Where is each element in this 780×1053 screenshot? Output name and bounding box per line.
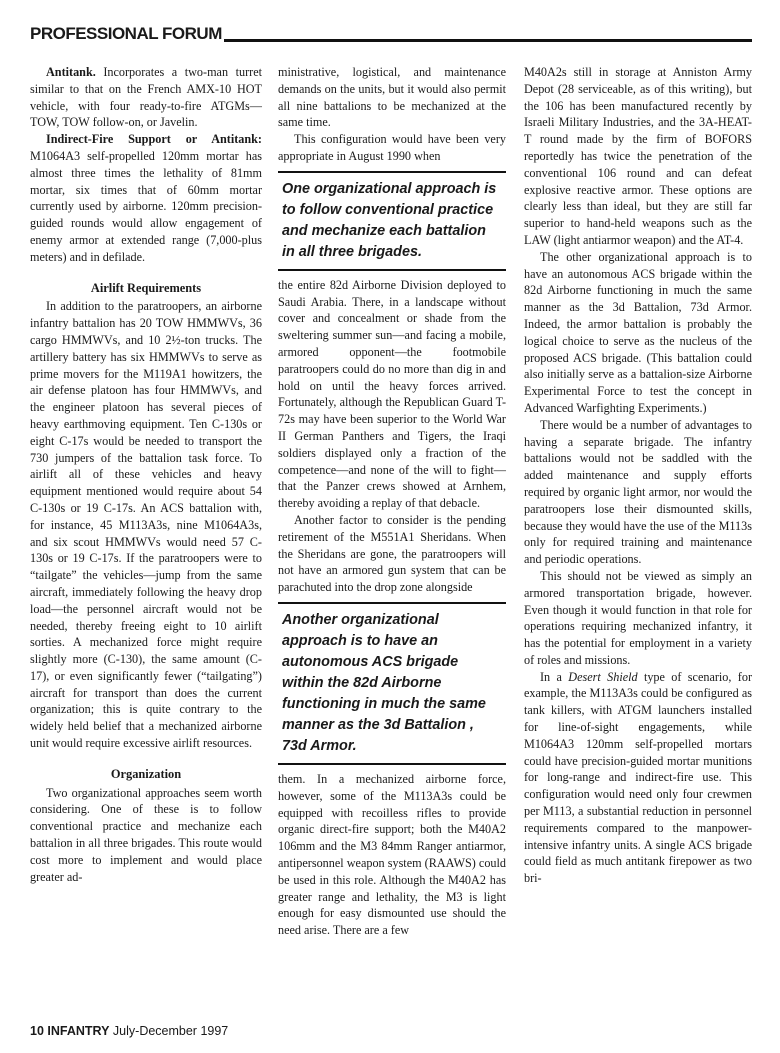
airlift-paragraph: In addition to the paratroopers, an airborne infantry battalion has 20 TOW HMMWVs, 36 cargo HMMWVs, and 10 2½-ton trucks. The artillery battery has six HMMWVs to serve as prime movers for the M119A1 howitzers, the air defense platoon has four HMMWVs, and the engineer platoon has several pieces of heavy earthmoving equipment. Ten C-130s or eight C-17s would be needed to transport the 730 jumpers of the battalion task force. To airlift all of these vehicles and heavy equipment mentioned would require about 54 C-130s or 19 C-17s. An ACS battalion with, for instance, 45 M113A3s, nine M1064A3s, and six scout HMMWVs would need 57 C-130s or 19 C-17s. If the paratroopers were to “tailgate” the vehicles—jump from the same aircraft, immediately following the heavy drop load—the personnel aircraft would not be needed, thereby freeing eight to 10 airlift sorties. A mechanized force might require slightly more (C-130), the same amount (C-17), or even significantly fewer (“tailgating”) aircraft for transport than does the current organization; this is quite contrary to the widely held belief that a mechanized airborne unit would require excessive airlift resources.: [30, 299, 262, 751]
indirect-fire-heading: Indirect-Fire Support or Antitank:: [46, 132, 262, 147]
pull-quote: One organizational approach is to follow conventional practice and mechanize each battalion in all three brigades.: [278, 171, 506, 271]
body-paragraph: M40A2s still in storage at Anniston Army Depot (28 serviceable, as of this writing), but the 106 has been manufactured recently by Israeli Military Industries, and the 3A-HEAT-T round made by the firm of BOFORS reportedly has twice the penetration of the conventional 106 round and can defeat explosive reactive armor. These options are clearly less than ideal, but they are still far superior to hand-held weapons such as the LAW (light antiarmor weapon) and the AT-4.: [524, 65, 752, 247]
operation-name: Desert Shield: [568, 669, 638, 684]
body-paragraph: The other organizational approach is to have an autonomous ACS brigade within the 82d Airborne functioning in much the same manner as the 3d Battalion, 73d Armor. Indeed, the armor battalion is probably the logical choice to serve as the nucleus of the proposed ACS brigade. (This battalion could also initially serve as a battalion-size Airborne Experimental Force to test the concept in Advanced Warfighting Experiments.): [524, 249, 752, 415]
body-paragraph: ministrative, logistical, and maintenance demands on the units, but it would also permit all nine battalions to be mechanized at the same time.: [278, 65, 506, 130]
section-title: PROFESSIONAL FORUM: [30, 24, 222, 43]
page-header: [30, 20, 752, 48]
page-footer: [30, 1024, 228, 1038]
body-paragraph: them. In a mechanized airborne force, however, some of the M113A3s could be equipped with recoilless rifles to provide organic direct-fire support; both the M40A2 106mm and the M3 84mm Ranger antiarmor, antipersonnel weapon system (RAAWS) could be used in this role. Although the M40A2 has greater range and lethality, the M3 is light enough for easy dismounted use should the need arise. There are a few: [278, 771, 506, 938]
page-number: 10: [30, 1024, 44, 1038]
issue-date: July-December 1997: [112, 1024, 229, 1038]
body-paragraph: This configuration would have been very appropriate in August 1990 when: [278, 132, 506, 163]
organization-paragraph: Two organizational approaches seem worth considering. One of these is to follow conventional practice and mechanize each battalion in all three brigades. This route would cost more to implement and would place greater ad-: [30, 785, 262, 884]
body-paragraph: the entire 82d Airborne Division deployed to Saudi Arabia. There, in a landscape without cover and concealment or shade from the sweltering summer sun—and facing a mobile, armored opponent—the footmobile paratroopers could do no more than dig in and hold on until the heavy forces arrived. Fortunately, although the Republican Guard T-72s may have been superior to the World War II German Panthers and Tigers, the Iraqi soldiers displayed only a fraction of the competence—and none of the will to fight—that the Panzer crews showed at Arnhem, thereby avoiding a replay of that debacle.: [278, 277, 506, 511]
indirect-fire-paragraph: [30, 131, 262, 265]
organization-heading: Organization: [110, 766, 182, 781]
pull-quote: Another organizational approach is to have an autonomous ACS brigade within the 82d Airborne functioning in much the same manner as the 3d Battalion , 73d Armor.: [278, 602, 506, 765]
header-rule: [220, 39, 752, 42]
body-paragraph: There would be a number of advantages to having a separate brigade. The infantry battalions would not be saddled with the added maintenance and supply efforts required by organic light armor, nor would the paratroopers lose their dismounted skills, because they would have the use of the M113s only for required training and maintenance and periodic operations.: [524, 417, 752, 567]
magazine-name: INFANTRY: [47, 1024, 110, 1038]
airlift-requirements-heading: Airlift Requirements: [90, 280, 202, 295]
text-run: In a: [540, 669, 569, 684]
column-2: [278, 64, 506, 939]
text-run: type of scenario, for example, the M113A3s could be configured as tank killers, with ATGM launchers installed for line-of-sight engagements, while M1064A3 120mm self-propelled mortars could have precision-guided mortar munitions for long-range and indirect-fire use. This configuration would need only four crewmen per M113, a substantial reduction in personnel requirements compared to the manpower-intensive infantry units. A single ACS brigade could field as much antitank firepower as two bri-: [524, 669, 753, 886]
antitank-paragraph: [30, 64, 262, 131]
body-paragraph: Another factor to consider is the pending retirement of the M551A1 Sheridans. When the Sheridans are gone, the paratroopers will not have an armored gun system that can be parachuted into the drop zone alongside: [278, 512, 506, 595]
indirect-fire-text: M1064A3 self-propelled 120mm mortar has almost three times the lethality of 81mm mortar, six times that of 60mm mortar currently used by airborne. 120mm precision-guided rounds would allow engagement of enemy armor at extended range (7,000-plus meters) and in defilade.: [30, 148, 262, 264]
body-paragraph: [524, 669, 752, 887]
body-paragraph: This should not be viewed as simply an armored transportation brigade, however. Even though it would function in that role for operations requiring mechanized infantry, it has the potential for employment in a variety of roles and missions.: [524, 568, 752, 667]
antitank-text: Incorporates a two-man turret similar to that on the French AMX-10 HOT vehicle, with four ready-to-fire ATGMs—TOW, TOW follow-on, or Javelin.: [30, 65, 262, 130]
column-1: [30, 64, 262, 885]
column-3: [524, 64, 752, 887]
antitank-heading: Antitank.: [46, 65, 96, 79]
